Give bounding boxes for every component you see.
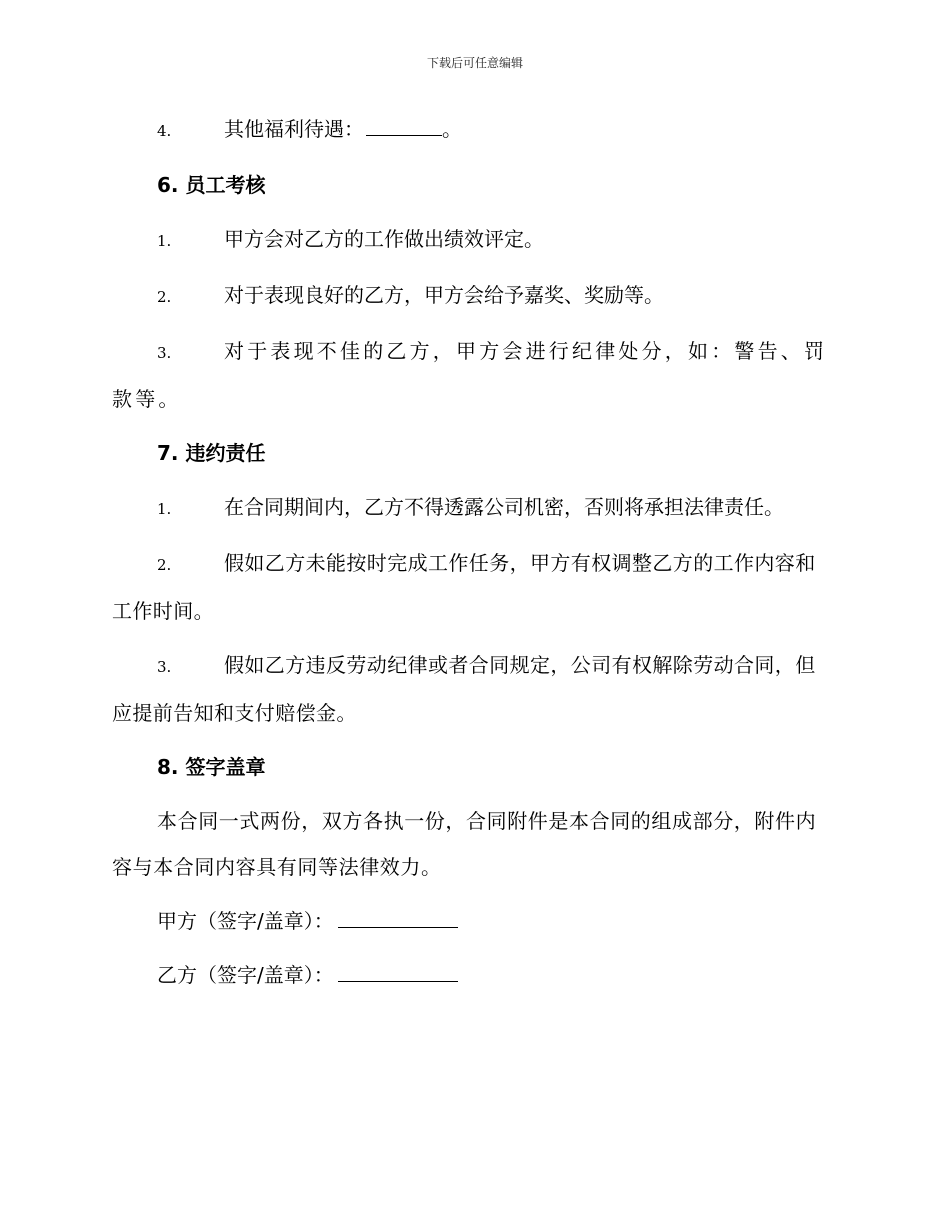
welfare-label: 其他福利待遇：: [224, 117, 364, 141]
party-a-signature: [112, 898, 834, 944]
item-text: 假如乙方未能按时完成工作任务，甲方有权调整乙方的工作内容和工作时间。: [112, 551, 816, 623]
list-item: [112, 216, 834, 264]
list-item: [112, 484, 834, 532]
document-body: [112, 106, 834, 1006]
party-b-label: 乙方（签字/盖章）：: [157, 963, 334, 987]
item-number: 4.: [157, 122, 172, 140]
page-header: 下载后可任意编辑: [426, 56, 523, 70]
item-number: 3.: [157, 344, 172, 362]
item-text: 对于表现良好的乙方，甲方会给予嘉奖、奖励等。: [224, 283, 664, 307]
party-a-signature-field[interactable]: [338, 911, 458, 928]
party-a-label: 甲方（签字/盖章）：: [157, 909, 334, 933]
item-number: 3.: [157, 658, 172, 676]
section-heading-appraisal: 6. 员工考核: [157, 173, 266, 197]
item-text: [224, 106, 834, 152]
list-item: [112, 328, 834, 422]
item-text: 假如乙方违反劳动纪律或者合同规定，公司有权解除劳动合同，但应提前告知和支付赔偿金。: [112, 653, 816, 725]
list-item: [112, 642, 834, 736]
section-heading-breach: 7. 违约责任: [157, 441, 266, 465]
party-b-signature: [112, 952, 834, 998]
party-b-signature-field[interactable]: [338, 965, 458, 982]
signature-paragraph: 本合同一式两份，双方各执一份，合同附件是本合同的组成部分，附件内容与本合同内容具有同等法律效力。: [112, 809, 817, 879]
item-text: 对于表现不佳的乙方，甲方会进行纪律处分，如：警告、罚款等。: [112, 339, 828, 411]
section-heading-signature: 8. 签字盖章: [157, 755, 266, 779]
list-item: [112, 540, 834, 634]
welfare-blank: [366, 119, 442, 136]
list-item: [112, 272, 834, 320]
item-number: 2.: [157, 556, 172, 574]
welfare-end: 。: [442, 117, 462, 141]
item-number: 2.: [157, 288, 172, 306]
item-text: 在合同期间内，乙方不得透露公司机密，否则将承担法律责任。: [224, 495, 784, 519]
item-number: 1.: [157, 232, 172, 250]
item-text: 甲方会对乙方的工作做出绩效评定。: [224, 227, 544, 251]
item-number: 1.: [157, 500, 172, 518]
welfare-item: [112, 106, 834, 154]
